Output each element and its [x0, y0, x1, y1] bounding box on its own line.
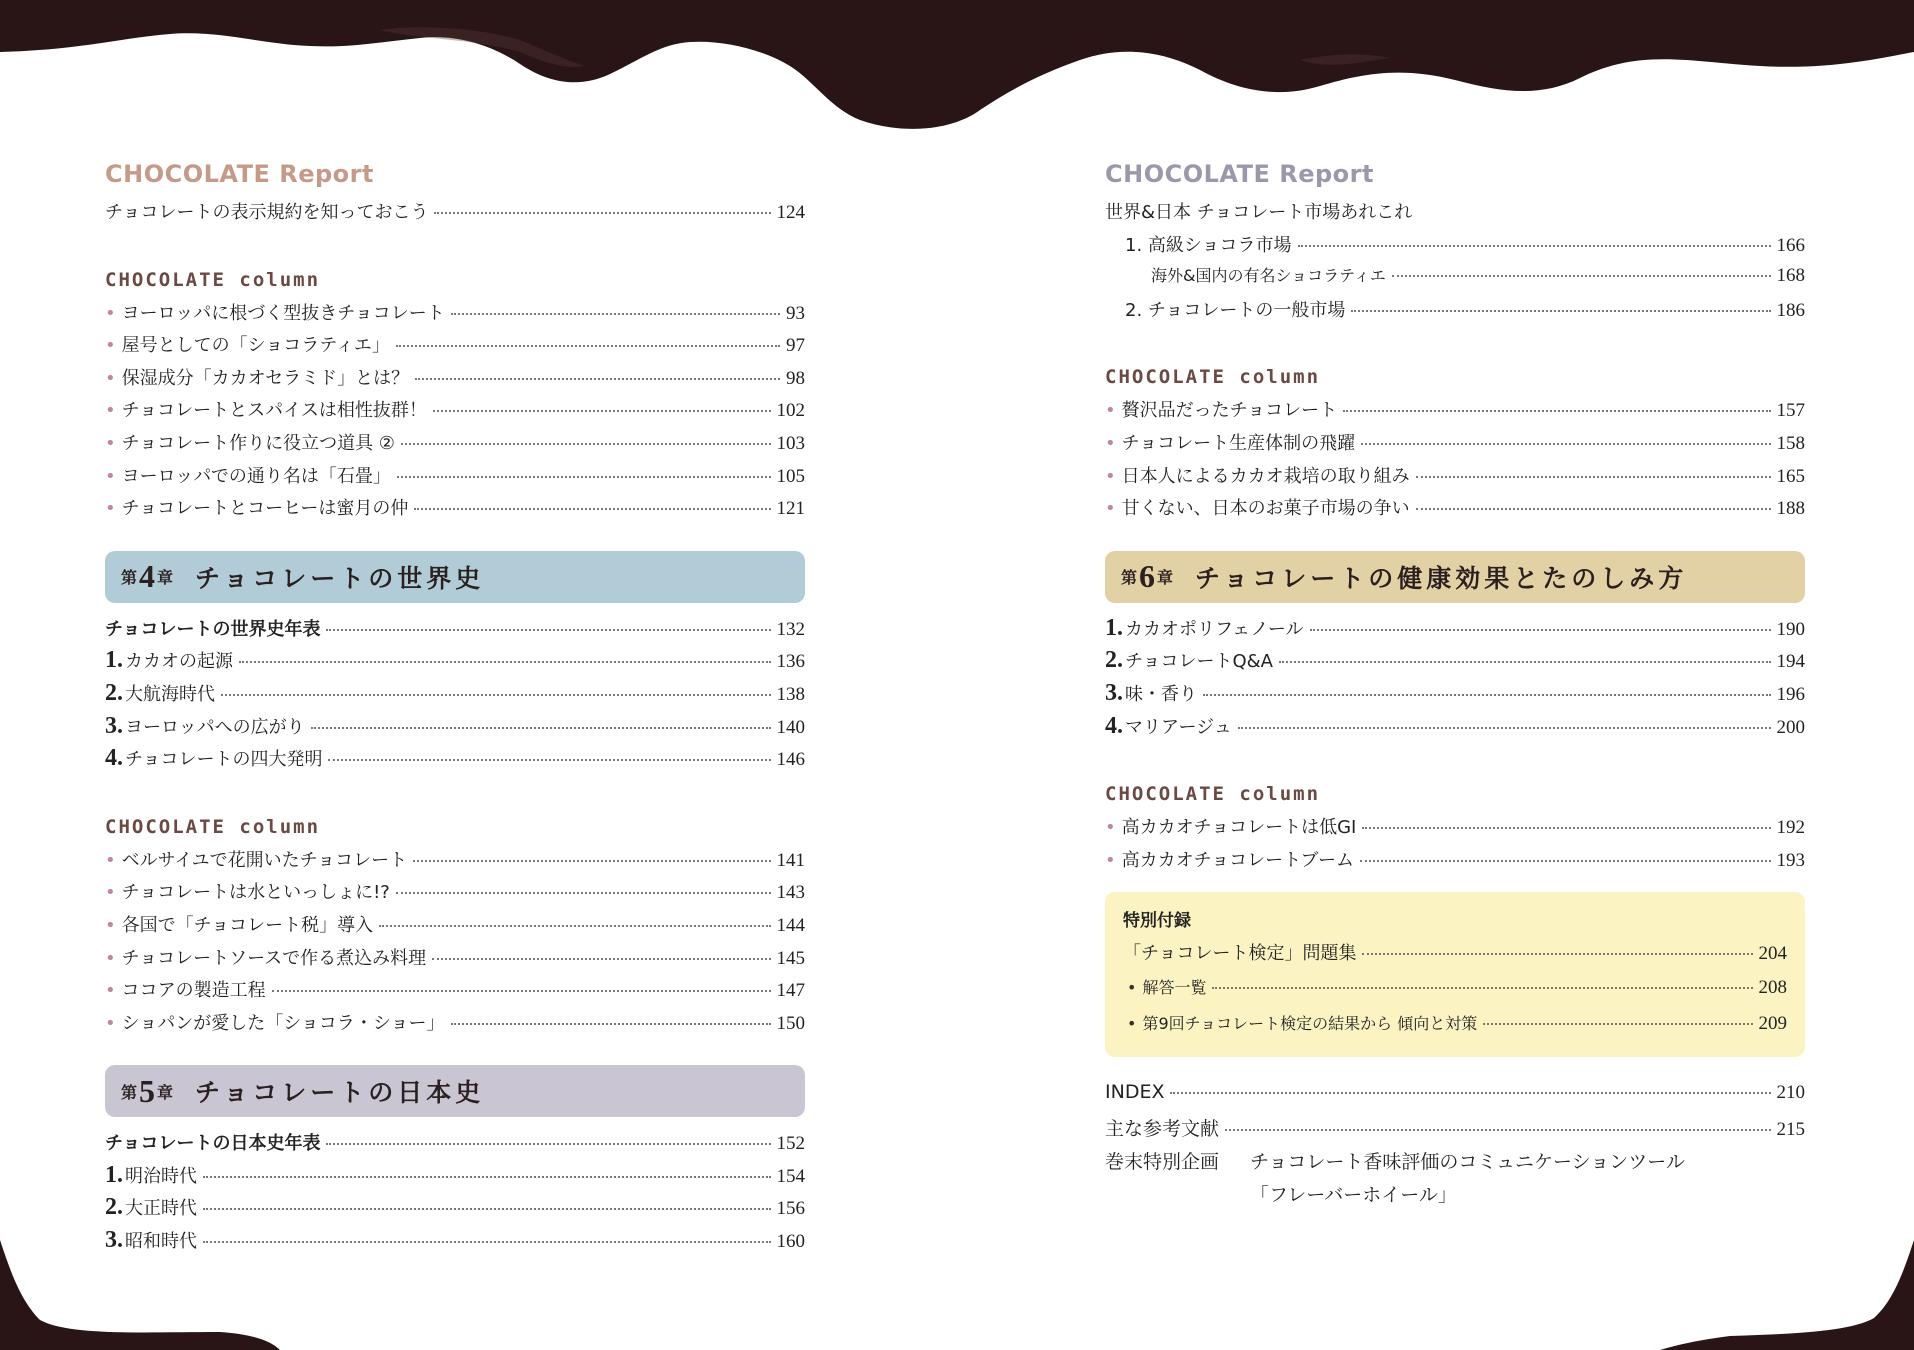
toc-entry[interactable]: 3. 昭和時代 160	[105, 1227, 805, 1254]
toc-entry[interactable]: 3. ヨーロッパへの広がり 140	[105, 712, 805, 739]
toc-entry[interactable]: • 屋号としての「ショコラティエ」 97	[105, 331, 805, 364]
toc-entry[interactable]: 4. マリアージュ 200	[1105, 712, 1805, 739]
toc-entry[interactable]: 1. 高級ショコラ市場 166	[1125, 234, 1805, 256]
toc-entry[interactable]: 海外&国内の有名ショコラティエ 168	[1151, 265, 1805, 287]
special-supplement-box	[1105, 892, 1805, 1057]
toc-entry[interactable]: • ココアの製造工程 147	[105, 976, 805, 1009]
toc-entry[interactable]: • 解答一覧 208	[1123, 975, 1805, 1011]
toc-entry[interactable]: • 日本人によるカカオ栽培の取り組み 165	[1105, 462, 1805, 495]
chapter-6-banner[interactable]: 第 6 章 チョコレートの健康効果とたのしみ方	[1105, 551, 1805, 603]
toc-entry[interactable]: • ヨーロッパでの通り名は「石畳」 105	[105, 462, 805, 495]
toc-entry[interactable]: • 各国で「チョコレート税」導入 144	[105, 911, 805, 944]
toc-entry[interactable]: • チョコレートは水といっしょに!? 143	[105, 878, 805, 911]
toc-entry[interactable]: • ベルサイユで花開いたチョコレート 141	[105, 846, 805, 879]
column-heading: CHOCOLATE column	[1105, 783, 1321, 806]
toc-entry[interactable]: 3. 味・香り 196	[1105, 679, 1805, 706]
toc-entry[interactable]: • 保湿成分「カカオセラミド」とは？ 98	[105, 364, 805, 397]
special-title: 特別付録	[1123, 911, 1191, 932]
toc-entry[interactable]: 4. チョコレートの四大発明 146	[105, 745, 805, 772]
toc-entry[interactable]: チョコレートの世界史年表 132	[105, 618, 805, 640]
toc-entry[interactable]: • チョコレートとコーヒーは蜜月の仲 121	[105, 494, 805, 527]
chocolate-drip-shape	[0, 0, 1914, 129]
appendix-entry-line2: 「フレーバーホイール」	[1250, 1183, 1457, 1206]
toc-entry[interactable]: • チョコレート生産体制の飛躍 158	[1105, 429, 1805, 462]
chapter-title: チョコレートの世界史	[195, 563, 485, 593]
toc-entry[interactable]: 1. 明治時代 154	[105, 1161, 805, 1188]
toc-entry[interactable]: • ショパンが愛した「ショコラ・ショー」 150	[105, 1009, 805, 1042]
toc-entry[interactable]: チョコレートの日本史年表 152	[105, 1133, 805, 1155]
toc-entry[interactable]: • チョコレートソースで作る煮込み料理 145	[105, 944, 805, 977]
toc-entry[interactable]: 「チョコレート検定」問題集 204	[1123, 943, 1787, 965]
toc-entry[interactable]: INDEX 210	[1105, 1081, 1805, 1104]
chapter-title: チョコレートの日本史	[195, 1078, 485, 1108]
toc-entry[interactable]: 1. カカオの起源 136	[105, 647, 805, 674]
chocolate-drip-top	[0, 0, 1914, 140]
chapter-5-banner[interactable]: 第 5 章 チョコレートの日本史	[105, 1065, 805, 1117]
toc-left-column	[105, 160, 805, 1260]
chapter-title: チョコレートの健康効果とたのしみ方	[1195, 563, 1688, 593]
toc-entry[interactable]: 2. チョコレートの一般市場 186	[1125, 299, 1805, 321]
appendix-entry[interactable]: 巻末特別企画 チョコレート香味評価のコミュニケーションツール	[1105, 1150, 1685, 1173]
toc-entry[interactable]: 2. 大航海時代 138	[105, 679, 805, 706]
toc-entry[interactable]: 1. カカオポリフェノール 190	[1105, 614, 1805, 641]
toc-entry[interactable]: • 高カカオチョコレートブーム 193	[1105, 846, 1805, 879]
report-heading: CHOCOLATE Report	[105, 160, 374, 188]
toc-entry[interactable]: • 贅沢品だったチョコレート 157	[1105, 396, 1805, 429]
toc-right-column	[1105, 160, 1805, 1213]
toc-entry[interactable]: • 甘くない、日本のお菓子市場の争い 188	[1105, 494, 1805, 527]
column-heading: CHOCOLATE column	[105, 815, 321, 838]
chapter-4-banner[interactable]: 第 4 章 チョコレートの世界史	[105, 551, 805, 603]
toc-entry[interactable]: • チョコレートとスパイスは相性抜群！ 102	[105, 396, 805, 429]
column-heading: CHOCOLATE column	[105, 268, 321, 291]
toc-entry[interactable]: • 高カカオチョコレートは低GI 192	[1105, 813, 1805, 846]
toc-entry[interactable]: 2. チョコレートQ&A 194	[1105, 647, 1805, 674]
toc-entry[interactable]: • チョコレート作りに役立つ道具 ② 103	[105, 429, 805, 462]
toc-entry[interactable]: • 第9回チョコレート検定の結果から 傾向と対策 209	[1123, 1011, 1805, 1047]
report-title: 世界&日本 チョコレート市場あれこれ	[1105, 202, 1413, 223]
toc-entry[interactable]: チョコレートの表示規約を知っておこう 124	[105, 202, 805, 223]
column-heading: CHOCOLATE column	[1105, 366, 1321, 389]
toc-entry[interactable]: 2. 大正時代 156	[105, 1194, 805, 1221]
toc-entry[interactable]: 主な参考文献 215	[1105, 1117, 1805, 1140]
toc-entry[interactable]: • ヨーロッパに根づく型抜きチョコレート 93	[105, 299, 805, 332]
report-heading: CHOCOLATE Report	[1105, 160, 1374, 188]
